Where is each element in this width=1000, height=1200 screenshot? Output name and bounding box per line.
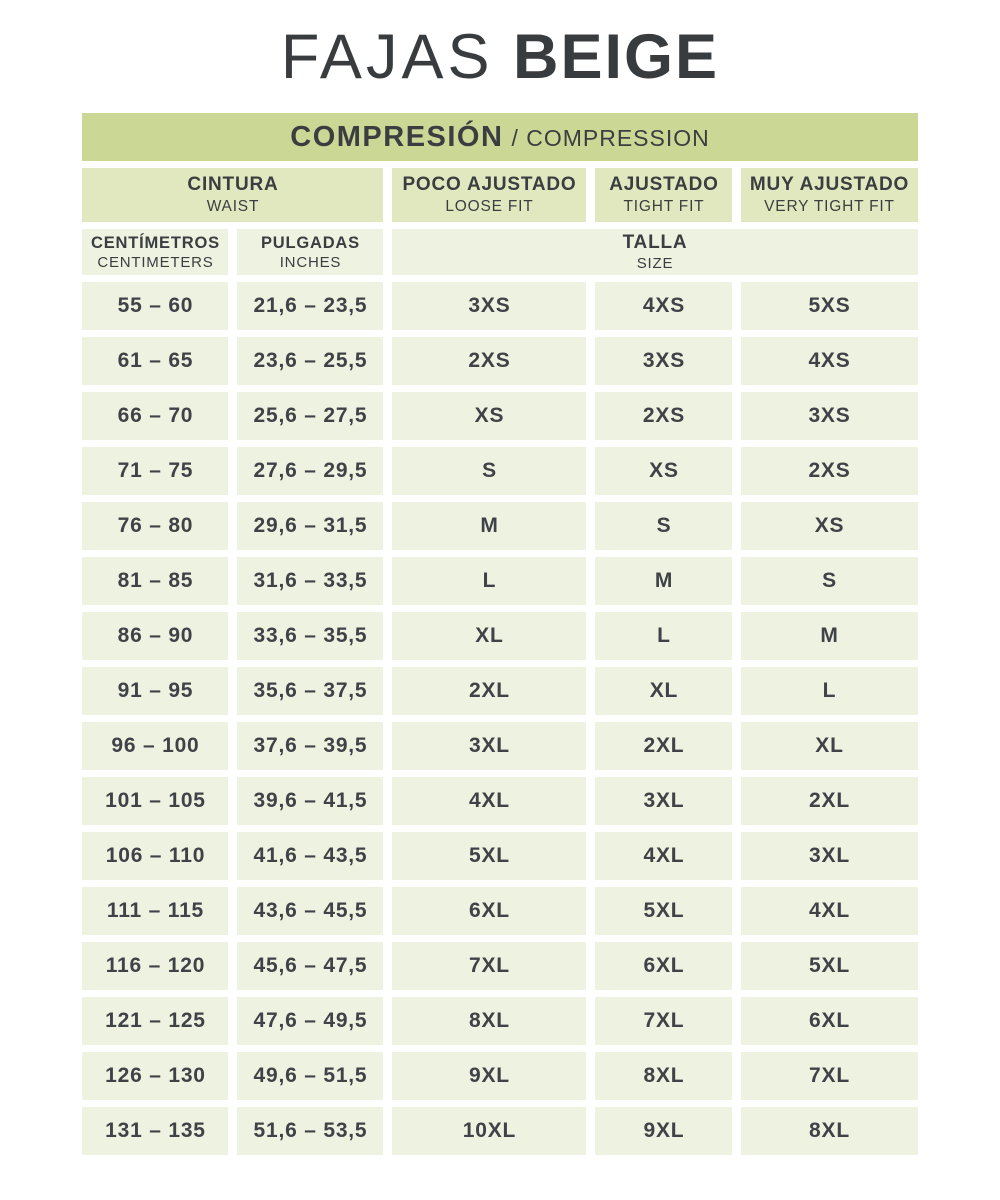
cell-loose-fit-size: XS [392,392,586,440]
cell-loose-fit-size: S [392,447,586,495]
cell-centimeters: 96 – 100 [82,722,228,770]
cell-centimeters: 116 – 120 [82,942,228,990]
cell-very-tight-fit-size: 2XS [741,447,917,495]
cell-tight-fit-size: L [595,612,732,660]
cell-tight-fit-size: 5XL [595,887,732,935]
cell-centimeters: 101 – 105 [82,777,228,825]
column-header-tight-fit [595,168,732,222]
column-header-loose-fit-es: POCO AJUSTADO [402,174,577,196]
cell-loose-fit-size: L [392,557,586,605]
column-header-loose-fit-en: LOOSE FIT [445,198,534,216]
subheader-size-es: TALLA [622,232,688,254]
cell-tight-fit-size: 6XL [595,942,732,990]
size-row [82,1107,917,1155]
cell-loose-fit-size: M [392,502,586,550]
cell-very-tight-fit-size: 2XL [741,777,917,825]
unit-header-row [82,229,917,275]
cell-very-tight-fit-size: 4XS [741,337,917,385]
column-header-very-tight-fit [741,168,917,222]
fit-columns-header-row [82,168,917,222]
cell-tight-fit-size: XS [595,447,732,495]
cell-centimeters: 55 – 60 [82,282,228,330]
cell-inches: 27,6 – 29,5 [237,447,383,495]
cell-very-tight-fit-size: 3XL [741,832,917,880]
size-row [82,1052,917,1100]
cell-centimeters: 61 – 65 [82,337,228,385]
cell-loose-fit-size: 3XS [392,282,586,330]
column-header-very-tight-fit-en: VERY TIGHT FIT [764,198,895,216]
cell-very-tight-fit-size: 5XL [741,942,917,990]
cell-tight-fit-size: 9XL [595,1107,732,1155]
cell-very-tight-fit-size: 5XS [741,282,917,330]
cell-centimeters: 121 – 125 [82,997,228,1045]
size-row [82,832,917,880]
cell-tight-fit-size: 2XL [595,722,732,770]
cell-inches: 33,6 – 35,5 [237,612,383,660]
cell-loose-fit-size: 5XL [392,832,586,880]
cell-loose-fit-size: 2XS [392,337,586,385]
size-row [82,777,917,825]
cell-loose-fit-size: 4XL [392,777,586,825]
column-header-loose-fit [392,168,586,222]
size-row [82,337,917,385]
cell-tight-fit-size: S [595,502,732,550]
cell-very-tight-fit-size: 4XL [741,887,917,935]
cell-centimeters: 66 – 70 [82,392,228,440]
size-row [82,502,917,550]
compression-label-en: / COMPRESSION [511,124,710,151]
size-row [82,557,917,605]
cell-centimeters: 111 – 115 [82,887,228,935]
cell-centimeters: 76 – 80 [82,502,228,550]
cell-very-tight-fit-size: XL [741,722,917,770]
cell-inches: 37,6 – 39,5 [237,722,383,770]
cell-centimeters: 86 – 90 [82,612,228,660]
cell-very-tight-fit-size: 3XS [741,392,917,440]
cell-very-tight-fit-size: 7XL [741,1052,917,1100]
cell-tight-fit-size: 7XL [595,997,732,1045]
column-header-very-tight-fit-es: MUY AJUSTADO [749,174,910,196]
size-chart-table [73,106,926,1162]
column-header-waist-en: WAIST [206,198,260,216]
size-row [82,887,917,935]
cell-loose-fit-size: 8XL [392,997,586,1045]
subheader-size-en: SIZE [636,255,674,273]
cell-tight-fit-size: 3XS [595,337,732,385]
cell-inches: 31,6 – 33,5 [237,557,383,605]
cell-inches: 21,6 – 23,5 [237,282,383,330]
cell-inches: 39,6 – 41,5 [237,777,383,825]
compression-banner [82,113,917,161]
cell-centimeters: 126 – 130 [82,1052,228,1100]
cell-inches: 49,6 – 51,5 [237,1052,383,1100]
title-word-fajas: FAJAS [280,22,494,92]
cell-centimeters: 91 – 95 [82,667,228,715]
cell-very-tight-fit-size: S [741,557,917,605]
column-header-tight-fit-en: TIGHT FIT [623,198,705,216]
compression-banner-row [82,113,917,161]
column-header-waist-es: CINTURA [187,174,279,196]
size-row [82,722,917,770]
size-row [82,282,917,330]
cell-tight-fit-size: 3XL [595,777,732,825]
cell-tight-fit-size: 8XL [595,1052,732,1100]
size-row [82,942,917,990]
cell-tight-fit-size: XL [595,667,732,715]
compression-label-es: COMPRESIÓN [290,120,504,153]
cell-loose-fit-size: 7XL [392,942,586,990]
cell-very-tight-fit-size: 8XL [741,1107,917,1155]
cell-very-tight-fit-size: M [741,612,917,660]
cell-inches: 25,6 – 27,5 [237,392,383,440]
column-header-tight-fit-es: AJUSTADO [609,174,719,196]
cell-loose-fit-size: 6XL [392,887,586,935]
cell-centimeters: 71 – 75 [82,447,228,495]
cell-loose-fit-size: 3XL [392,722,586,770]
subheader-inches-en: INCHES [279,253,342,271]
subheader-centimeters-en: CENTIMETERS [97,253,214,271]
cell-tight-fit-size: 4XS [595,282,732,330]
cell-inches: 45,6 – 47,5 [237,942,383,990]
cell-inches: 41,6 – 43,5 [237,832,383,880]
cell-very-tight-fit-size: 6XL [741,997,917,1045]
cell-loose-fit-size: XL [392,612,586,660]
size-row [82,392,917,440]
size-row [82,997,917,1045]
size-rows-body [82,282,917,1155]
size-row [82,447,917,495]
subheader-size [392,229,917,275]
cell-inches: 47,6 – 49,5 [237,997,383,1045]
column-header-waist [82,168,383,222]
cell-inches: 23,6 – 25,5 [237,337,383,385]
page-title [0,0,1000,90]
cell-tight-fit-size: M [595,557,732,605]
cell-very-tight-fit-size: XS [741,502,917,550]
cell-loose-fit-size: 2XL [392,667,586,715]
title-word-beige: BEIGE [513,22,720,92]
cell-inches: 35,6 – 37,5 [237,667,383,715]
cell-centimeters: 106 – 110 [82,832,228,880]
cell-centimeters: 81 – 85 [82,557,228,605]
cell-tight-fit-size: 2XS [595,392,732,440]
cell-loose-fit-size: 9XL [392,1052,586,1100]
subheader-inches-es: PULGADAS [260,233,360,252]
subheader-centimeters [82,229,228,275]
subheader-inches [237,229,383,275]
cell-inches: 29,6 – 31,5 [237,502,383,550]
size-row [82,667,917,715]
cell-inches: 43,6 – 45,5 [237,887,383,935]
cell-centimeters: 131 – 135 [82,1107,228,1155]
cell-very-tight-fit-size: L [741,667,917,715]
cell-tight-fit-size: 4XL [595,832,732,880]
cell-inches: 51,6 – 53,5 [237,1107,383,1155]
size-row [82,612,917,660]
cell-loose-fit-size: 10XL [392,1107,586,1155]
subheader-centimeters-es: CENTÍMETROS [91,233,220,252]
